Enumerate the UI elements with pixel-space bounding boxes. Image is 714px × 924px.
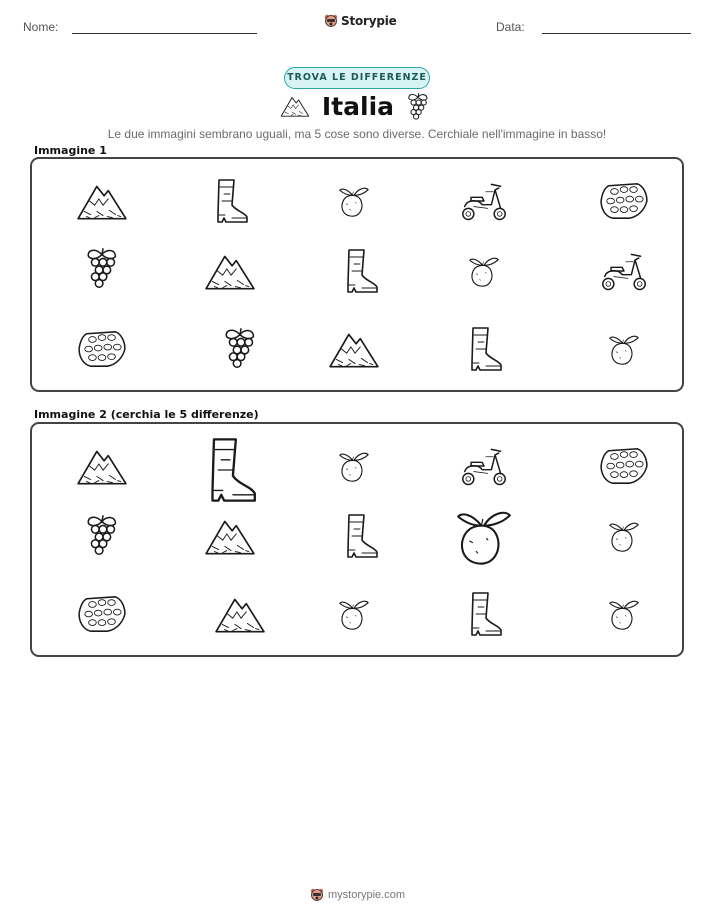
lemon-icon[interactable]: [337, 443, 371, 489]
grapes-icon: [82, 245, 122, 293]
name-label: Nome:: [23, 20, 59, 34]
mountain-icon: [328, 328, 380, 370]
footer: [310, 887, 405, 903]
mountain-icon[interactable]: [214, 593, 266, 635]
image2-label: Immagine 2 (cerchia le 5 differenze): [34, 408, 259, 421]
footer-bear-icon: [310, 887, 324, 903]
activity-badge: TROVA LE DIFFERENZE: [284, 67, 430, 89]
scooter-icon: [600, 250, 648, 292]
brand-name: Storypie: [341, 14, 397, 28]
image1-label: Immagine 1: [34, 144, 107, 157]
page-title: Italia: [321, 92, 395, 121]
lemon-icon[interactable]: [607, 513, 641, 559]
instructions-text: Le due immagini sembrano uguali, ma 5 cose sono diverse. Cerchiale nell'immagine in basso!: [107, 127, 607, 141]
scooter-icon[interactable]: [460, 445, 508, 487]
grapes-icon[interactable]: [82, 512, 122, 560]
image2-panel[interactable]: [30, 422, 684, 657]
title-grapes-icon: [405, 91, 431, 128]
boot-icon: [210, 177, 250, 225]
footer-url: mystorypie.com: [328, 889, 406, 901]
pizza-icon[interactable]: [599, 445, 649, 487]
date-field[interactable]: [542, 33, 691, 34]
pizza-icon: [599, 180, 649, 222]
mountain-icon: [204, 250, 256, 292]
brand-logo: [324, 13, 397, 29]
boot-icon: [464, 325, 504, 373]
lemon-icon: [607, 326, 641, 372]
lemon-icon[interactable]: [337, 591, 371, 637]
boot-icon[interactable]: [464, 590, 504, 638]
lemon-icon: [467, 248, 501, 294]
lemon-icon: [337, 178, 371, 224]
grapes-icon: [220, 325, 260, 373]
mountain-icon[interactable]: [204, 515, 256, 557]
boot-icon: [340, 247, 380, 295]
image1-panel: [30, 157, 684, 392]
title-mountain-icon: [280, 94, 310, 123]
name-field[interactable]: [72, 33, 257, 34]
date-label: Data:: [496, 20, 525, 34]
pizza-icon: [77, 328, 127, 370]
lemon-icon[interactable]: [607, 591, 641, 637]
lemon-icon[interactable]: [453, 500, 515, 572]
mountain-icon: [76, 180, 128, 222]
pizza-icon[interactable]: [77, 593, 127, 635]
scooter-icon: [460, 180, 508, 222]
bear-logo-icon: [324, 13, 338, 29]
mountain-icon[interactable]: [76, 445, 128, 487]
boot-icon[interactable]: [340, 512, 380, 560]
boot-icon[interactable]: [198, 435, 262, 505]
